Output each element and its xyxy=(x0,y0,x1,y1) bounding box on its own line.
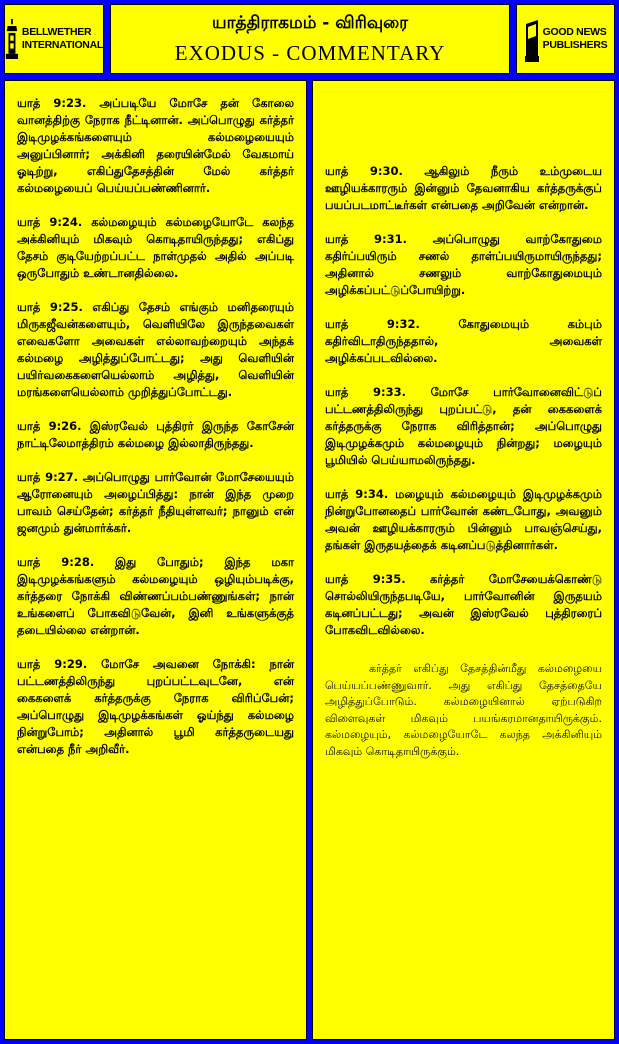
verse-9-26: யாத் 9:26. இஸ்ரவேல் புத்திரர் இருந்த கோசேன் நாட்டிலேமாத்திரம் கல்மழை இல்லாதிருந்தது. xyxy=(17,419,294,450)
verse-9-27: யாத் 9:27. அப்பொழுது பார்வோன் மோசேயையும் ஆரோனையும் அழைப்பித்து: நான் இந்த முறை பாவம் செய்தேன்; கர்த்தர் நீதியுள்ளவர்; நானும் என் ஜனமும் துன்மார்க்கர். xyxy=(17,470,294,535)
commentary-paragraph: கர்த்தர் எகிப்து தேசத்தின்மீது கல்மழையை பெய்யப்பண்ணுவார். அது எகிப்து தேசத்தையே அழித்துப்போடும். கல்மழையினால் ஏற்படுகிற விளைவுகள் மிகவும் பயங்கரமானதாயிருக்கும். கல்மழையும், கல்மழையோடே கலந்த அக்கினியும் மிகவும் கொடிதாயிருக்கும். xyxy=(325,662,602,758)
left-logo-line2: INTERNATIONAL xyxy=(21,39,103,51)
left-logo-line1: BELLWETHER xyxy=(21,26,92,38)
verse-9-24: யாத் 9:24. கல்மழையும் கல்மழையோடே கலந்த அக்கினியும் மிகவும் கொடிதாயிருந்தது; எகிப்து தேசம் குடியேற்றப்பட்ட நாள்முதல் அதில் அப்படி ஒருபோதும் உண்டானதில்லை. xyxy=(17,215,294,280)
right-logo-line1: GOOD NEWS xyxy=(542,26,607,38)
left-column xyxy=(4,80,307,1040)
page-header xyxy=(110,4,510,74)
verse-9-34: யாத் 9:34. மழையும் கல்மழையும் இடிமுழக்கமும் நின்றுபோனதைப் பார்வோன் கண்டபோது, அவனும் அவன் ஊழியக்காரரும் பின்னும் பாவஞ்செய்து, தங்கள் இருதயத்தைக் கடினப்படுத்தினார்கள். xyxy=(325,487,602,552)
bell-tower-icon xyxy=(5,16,19,62)
verse-9-30: யாத் 9:30. ஆகிலும் நீரும் உம்முடைய ஊழியக்காரரும் இன்னும் தேவனாகிய கர்த்தருக்குப் பயப்படமாட்டீர்கள் என்பதை அறிவேன் என்றான். xyxy=(325,164,602,212)
verse-9-32: யாத் 9:32. கோதுமையும் கம்பும் கதிர்விடாதிருந்ததால், அவைகள் அழிக்கப்படவில்லை. xyxy=(325,317,602,365)
verse-9-29: யாத் 9:29. மோசே அவனை நோக்கி: நான் பட்டணத்திலிருந்து புறப்பட்டவுடனே, என் கைகளைக் கர்த்தருக்கு நேராக விரிப்பேன்; அப்பொழுது இடிமுழக்கங்கள் ஓய்ந்து கல்மழை நின்றுபோம்; அதினால் பூமி கர்த்தருடையது என்பதை நீர் அறிவீர். xyxy=(17,657,294,756)
good-news-logo xyxy=(516,4,615,74)
title-english: EXODUS - COMMENTARY xyxy=(174,41,446,65)
book-icon xyxy=(524,16,540,62)
verse-9-28: யாத் 9:28. இது போதும்; இந்த மகா இடிமுழக்கங்களும் கல்மழையும் ஒழியும்படிக்கு, கர்த்தரை நோக்கி விண்ணப்பம்பண்ணுங்கள்; நான் உங்களைப் போகவிடுவேன், இனி உங்களுக்குத் தடையில்லை என்றான். xyxy=(17,555,294,637)
right-logo-line2: PUBLISHERS xyxy=(542,39,608,51)
verse-9-35: யாத் 9:35. கர்த்தர் மோசேயைக்கொண்டு சொல்லியிருந்தபடியே, பார்வோனின் இருதயம் கடினப்பட்டது; அவன் இஸ்ரவேல் புத்திரரைப் போகவிடவில்லை. xyxy=(325,572,602,637)
right-column xyxy=(312,80,615,1040)
verse-9-25: யாத் 9:25. எகிப்து தேசம் எங்கும் மனிதரையும் மிருகஜீவன்களையும், வெளியிலே இருந்தவைகள் எவைகளோ அவைகள் எல்லாவற்றையும் அந்தக் கல்மழை அழித்துப்போட்டது; அது வெளியின் பயிர்வகைகளையெல்லாம் அழித்து, வெளியின் மரங்களையெல்லாம் முறித்துப்போட்டது. xyxy=(17,300,294,399)
verse-9-23: யாத் 9:23. அப்படியே மோசே தன் கோலை வானத்திற்கு நேராக நீட்டினான். அப்பொழுது கர்த்தர் இடிமுழக்கங்களையும் கல்மழையையும் அனுப்பினார்; அக்கினி தரையின்மேல் வேகமாய் ஓடிற்று, எகிப்துதேசத்தின் மேல் கர்த்தர் கல்மழையைப் பெய்யப்பண்ணினார். xyxy=(17,96,294,195)
verse-9-31: யாத் 9:31. அப்பொழுது வாற்கோதுமை கதிர்ப்பயிரும் சணல் தாள்ப்பயிருமாயிருந்தது; அதினால் சணலும் வாற்கோதுமையும் அழிக்கப்பட்டுப்போயிற்று. xyxy=(325,232,602,297)
title-tamil: யாத்திராகமம் - விரிவுரை xyxy=(212,13,408,33)
bellwether-logo xyxy=(4,4,104,74)
verse-9-33: யாத் 9:33. மோசே பார்வோனைவிட்டுப் பட்டணத்திலிருந்து புறப்பட்டு, தன் கைகளைக் கர்த்தருக்கு நேராக விரித்தான்; அப்பொழுது இடிமுழக்கமும் கல்மழையும் நின்றது; மழையும் பூமியில் பெய்யாமலிருந்தது. xyxy=(325,385,602,467)
